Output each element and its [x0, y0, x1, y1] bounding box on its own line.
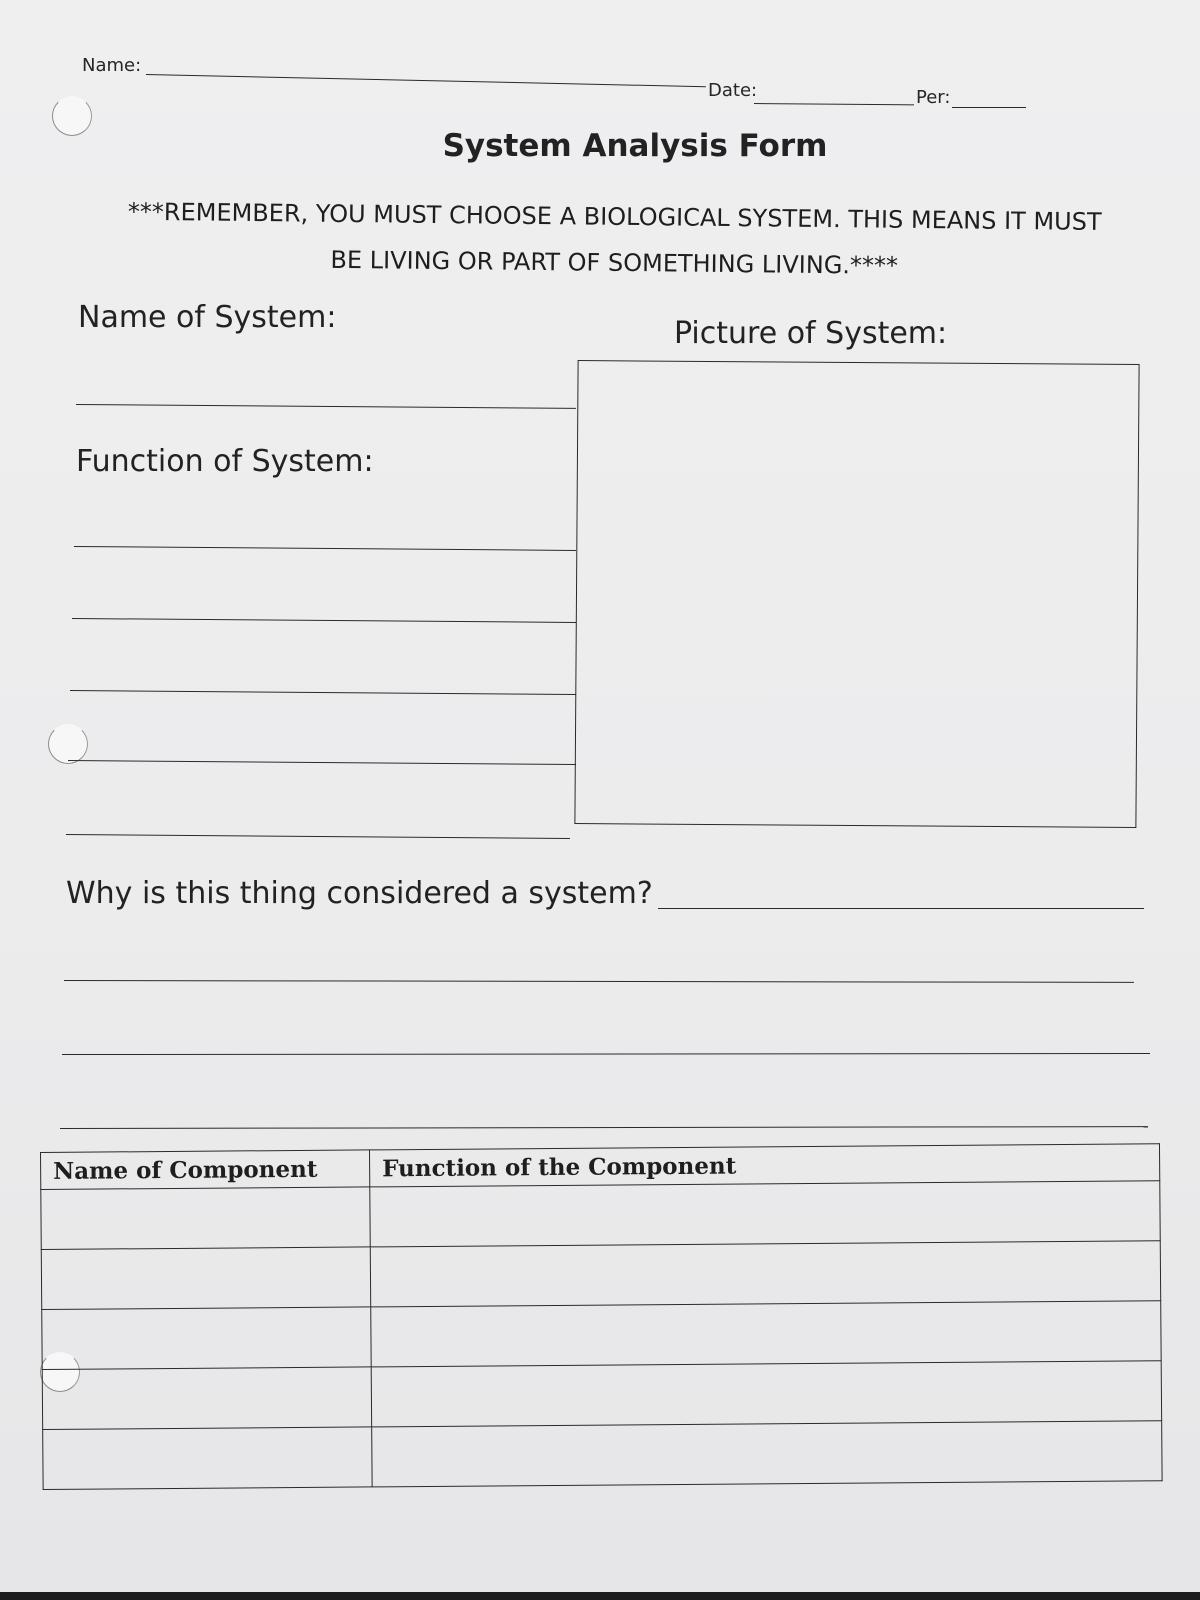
- name-field-line[interactable]: [146, 74, 706, 87]
- picture-of-system-label: Picture of System:: [674, 316, 948, 351]
- function-line-5[interactable]: [66, 834, 570, 839]
- function-line-4[interactable]: [68, 760, 576, 765]
- component-function-cell[interactable]: [370, 1241, 1160, 1307]
- per-label: Per:: [916, 87, 951, 108]
- table-row: [41, 1241, 1160, 1310]
- components-table: [40, 1143, 1163, 1490]
- component-name-cell[interactable]: [42, 1367, 371, 1430]
- instruction-warning-line-1: ***REMEMBER, YOU MUST CHOOSE A BIOLOGICAL SYSTEM. THIS MEANS IT MUST: [127, 197, 1102, 236]
- date-field-line[interactable]: [754, 103, 914, 105]
- question-line-1[interactable]: [64, 980, 1134, 983]
- table-row: [43, 1421, 1162, 1490]
- component-function-cell[interactable]: [372, 1421, 1162, 1487]
- table-row: [42, 1361, 1161, 1430]
- component-function-cell[interactable]: [371, 1301, 1161, 1367]
- function-line-3[interactable]: [70, 690, 576, 695]
- component-name-header: Name of Component: [41, 1150, 370, 1190]
- table-row: [41, 1181, 1160, 1250]
- question-line-3[interactable]: [60, 1126, 1148, 1129]
- component-name-cell[interactable]: [42, 1307, 371, 1370]
- page-title: System Analysis Form: [442, 128, 828, 164]
- date-label: Date:: [708, 80, 758, 101]
- question-line-2[interactable]: [62, 1053, 1150, 1055]
- component-function-cell[interactable]: [370, 1181, 1160, 1247]
- name-of-system-line[interactable]: [76, 404, 576, 409]
- question-line-inline[interactable]: [658, 908, 1144, 909]
- system-question-label: Why is this thing considered a system?: [66, 876, 653, 911]
- component-name-cell[interactable]: [41, 1247, 370, 1310]
- component-name-cell[interactable]: [43, 1427, 372, 1490]
- punch-hole-middle: [48, 724, 88, 764]
- function-line-1[interactable]: [74, 546, 576, 551]
- function-of-system-label: Function of System:: [76, 444, 374, 479]
- instruction-warning-line-2: BE LIVING OR PART OF SOMETHING LIVING.****: [330, 245, 899, 280]
- component-name-cell[interactable]: [41, 1187, 370, 1250]
- picture-of-system-box[interactable]: [574, 360, 1139, 828]
- function-line-2[interactable]: [72, 618, 576, 623]
- name-of-system-label: Name of System:: [78, 300, 337, 335]
- component-function-cell[interactable]: [371, 1361, 1161, 1427]
- instruction-warning: [59, 188, 1170, 292]
- per-field-line[interactable]: [952, 107, 1026, 108]
- table-row: [42, 1301, 1161, 1370]
- component-function-header: Function of the Component: [369, 1144, 1159, 1187]
- name-label: Name:: [82, 55, 142, 76]
